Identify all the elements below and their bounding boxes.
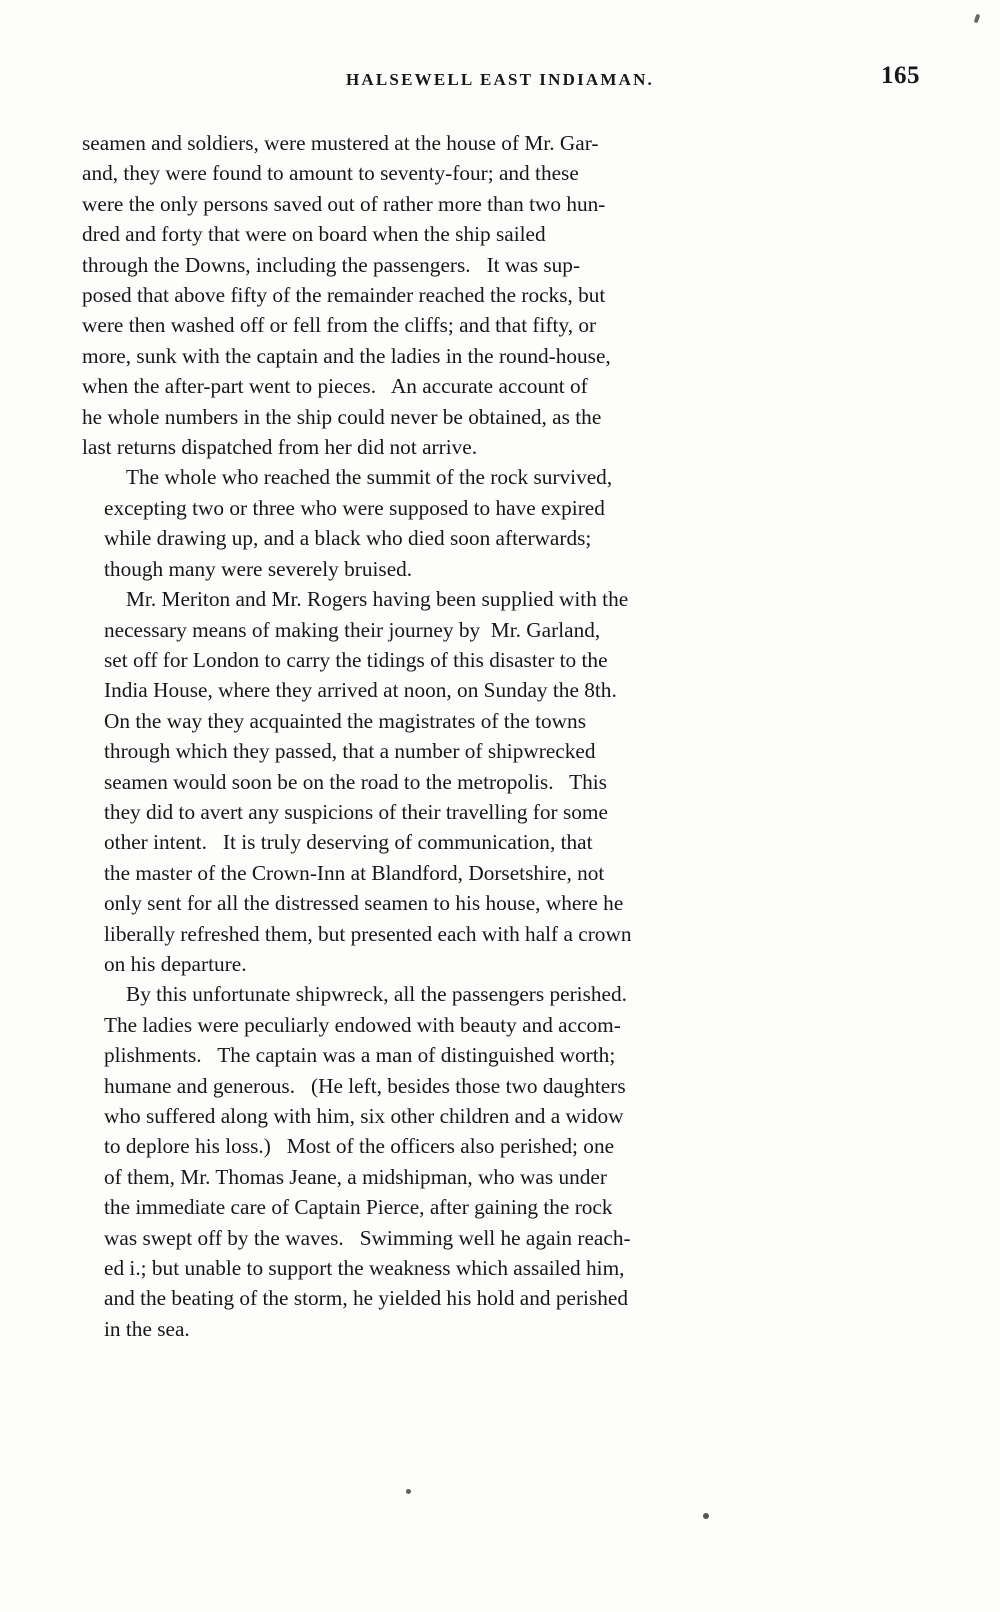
text-line: necessary means of making their journey by Mr. Garland, bbox=[104, 617, 601, 642]
text-line: he whole numbers in the ship could never be obtained, as the bbox=[82, 404, 602, 429]
running-title: HALSEWELL EAST INDIAMAN. bbox=[345, 70, 655, 89]
paragraph bbox=[82, 584, 920, 979]
text-line: when the after-part went to pieces. An accurate account of bbox=[82, 374, 588, 399]
paper-speck bbox=[406, 1489, 411, 1494]
text-line: in the sea. bbox=[104, 1316, 190, 1341]
text-line: plishments. The captain was a man of distinguished worth; bbox=[104, 1043, 616, 1068]
text-line: only sent for all the distressed seamen to his house, where he bbox=[104, 891, 624, 916]
text-line: the immediate care of Captain Pierce, after gaining the rock bbox=[104, 1195, 613, 1220]
text-line: By this unfortunate shipwreck, all the passengers perished. bbox=[126, 982, 627, 1007]
paragraph bbox=[82, 979, 920, 1344]
text-line: were the only persons saved out of rather more than two hun- bbox=[82, 191, 606, 216]
text-line: on his departure. bbox=[104, 951, 247, 976]
text-line: though many were severely bruised. bbox=[104, 556, 413, 581]
paper-speck bbox=[703, 1513, 709, 1519]
text-line: to deplore his loss.) Most of the officers also perished; one bbox=[104, 1134, 615, 1159]
text-line: On the way they acquainted the magistrates of the towns bbox=[104, 708, 586, 733]
text-line: was swept off by the waves. Swimming well he again reach- bbox=[104, 1225, 631, 1250]
text-line: who suffered along with him, six other children and a widow bbox=[104, 1104, 624, 1128]
text-line: were then washed off or fell from the cliffs; and that fifty, or bbox=[82, 313, 597, 338]
text-line: excepting two or three who were supposed to have expired bbox=[104, 495, 605, 520]
text-line: and the beating of the storm, he yielded his hold and perished bbox=[104, 1286, 629, 1311]
text-line: seamen and soldiers, were mustered at the house of Mr. Gar- bbox=[82, 131, 599, 155]
text-line: set off for London to carry the tidings of this disaster to the bbox=[104, 647, 608, 672]
text-line: dred and forty that were on board when the ship sailed bbox=[82, 222, 546, 247]
text-line: they did to avert any suspicions of their travelling for some bbox=[104, 799, 608, 824]
text-line: posed that above fifty of the remainder reached the rocks, but bbox=[82, 283, 606, 308]
text-line: India House, where they arrived at noon, on Sunday the 8th. bbox=[104, 678, 617, 703]
page-number: 165 bbox=[881, 62, 920, 89]
text-line: while drawing up, and a black who died soon afterwards; bbox=[104, 526, 592, 551]
text-line: liberally refreshed them, but presented each with half a crown bbox=[104, 921, 632, 946]
text-line: through the Downs, including the passengers. It was sup- bbox=[82, 252, 581, 277]
text-line: through which they passed, that a number of shipwrecked bbox=[104, 739, 596, 764]
body-text bbox=[82, 128, 920, 1344]
text-line: more, sunk with the captain and the ladies in the round-house, bbox=[82, 343, 611, 368]
text-line: last returns dispatched from her did not arrive. bbox=[82, 435, 478, 460]
text-line: of them, Mr. Thomas Jeane, a midshipman, who was under bbox=[104, 1164, 607, 1189]
paragraph bbox=[82, 128, 920, 462]
paragraph bbox=[82, 462, 920, 584]
text-line: humane and generous. (He left, besides those two daughters bbox=[104, 1073, 626, 1098]
text-line: The whole who reached the summit of the rock survived, bbox=[126, 465, 613, 490]
text-line: seamen would soon be on the road to the metropolis. This bbox=[104, 769, 607, 794]
text-line: ed i.; but unable to support the weakness which assailed him, bbox=[104, 1256, 625, 1281]
text-line: the master of the Crown-Inn at Blandford, Dorsetshire, not bbox=[104, 860, 605, 885]
page-header bbox=[80, 62, 920, 90]
text-line: and, they were found to amount to seventy-four; and these bbox=[82, 161, 579, 186]
text-line: Mr. Meriton and Mr. Rogers having been supplied with the bbox=[126, 587, 629, 612]
text-line: other intent. It is truly deserving of communication, that bbox=[104, 830, 593, 855]
paper-speck bbox=[974, 14, 981, 24]
text-line: The ladies were peculiarly endowed with beauty and accom- bbox=[104, 1012, 621, 1037]
